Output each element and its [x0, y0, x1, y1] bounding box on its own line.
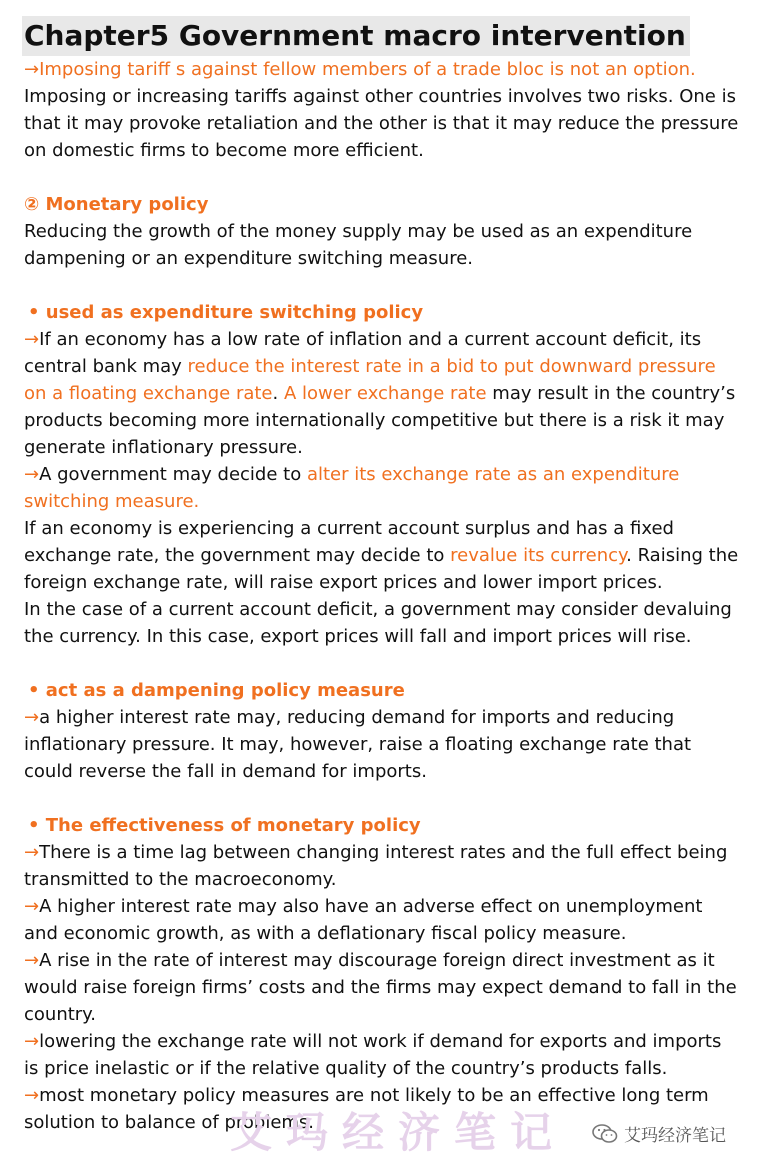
- arrow-icon: →: [24, 464, 40, 485]
- heading-effectiveness: • The effectiveness of monetary policy: [28, 815, 421, 836]
- page-title: Chapter5 Government macro intervention: [22, 16, 690, 56]
- watermark-text: 艾玛经济笔记: [230, 1108, 567, 1157]
- list-item: →A rise in the rate of interest may discourage foreign direct investment as it would raise foreign firms’ costs and the firms may expect demand to fall in the country.: [24, 950, 737, 1025]
- arrow-icon: →: [24, 1085, 40, 1106]
- arrow-icon: →: [24, 950, 40, 971]
- arrow-icon: →: [24, 59, 40, 80]
- paragraph-money-supply: Reducing the growth of the money supply may be used as an expenditure dampening or an expenditure switching measure.: [24, 221, 693, 269]
- heading-monetary-policy: ② Monetary policy: [24, 194, 209, 215]
- paragraph-tariff-risks: Imposing or increasing tariffs against other countries involves two risks. One is that it may provoke retaliation and the other is that it may reduce the pressure on domestic firms to become more efficient.: [24, 86, 739, 161]
- paragraph-trade-bloc: →Imposing tariff s against fellow members of a trade bloc is not an option.: [24, 59, 696, 80]
- document: [24, 16, 740, 1136]
- list-item: →most monetary policy measures are not likely to be an effective long term solution to balance of problems.: [24, 1085, 709, 1133]
- heading-dampening: • act as a dampening policy measure: [28, 680, 405, 701]
- arrow-icon: →: [24, 329, 40, 350]
- arrow-icon: →: [24, 896, 40, 917]
- list-item: →A higher interest rate may also have an adverse effect on unemployment and economic growth, as with a deflationary fiscal policy measure.: [24, 896, 703, 944]
- list-item: →There is a time lag between changing interest rates and the full effect being transmitted to the macroeconomy.: [24, 842, 728, 890]
- arrow-icon: →: [24, 842, 40, 863]
- heading-switching: • used as expenditure switching policy: [28, 302, 424, 323]
- arrow-icon: →: [24, 707, 40, 728]
- wechat-icon: [592, 1124, 618, 1144]
- arrow-icon: →: [24, 1031, 40, 1052]
- watermark-logo: [592, 1121, 726, 1146]
- list-item: →lowering the exchange rate will not work if demand for exports and imports is price inelastic or if the relative quality of the country’s products falls.: [24, 1031, 722, 1079]
- watermark-logo-text: 艾玛经济笔记: [624, 1126, 726, 1146]
- paragraph-low-inflation: →If an economy has a low rate of inflation and a current account deficit, its central bank may reduce the interest rate in a bid to put downward pressure on a floating exchange rate. A lower exchange rate may result in the country’s products becoming more internationally competitive but there is a risk it may generate inflationary pressure.: [24, 329, 736, 458]
- paragraph-alter-exchange: →A government may decide to alter its exchange rate as an expenditure switching measure.: [24, 464, 680, 512]
- paragraph-higher-rate: →a higher interest rate may, reducing demand for imports and reducing inflationary pressure. It may, however, raise a floating exchange rate that could reverse the fall in demand for imports.: [24, 707, 692, 782]
- paragraph-deficit: In the case of a current account deficit, a government may consider devaluing the currency. In this case, export prices will fall and import prices will rise.: [24, 599, 732, 647]
- paragraph-surplus: If an economy is experiencing a current account surplus and has a fixed exchange rate, the government may decide to revalue its currency. Raising the foreign exchange rate, will raise export prices and lower import prices.: [24, 518, 739, 593]
